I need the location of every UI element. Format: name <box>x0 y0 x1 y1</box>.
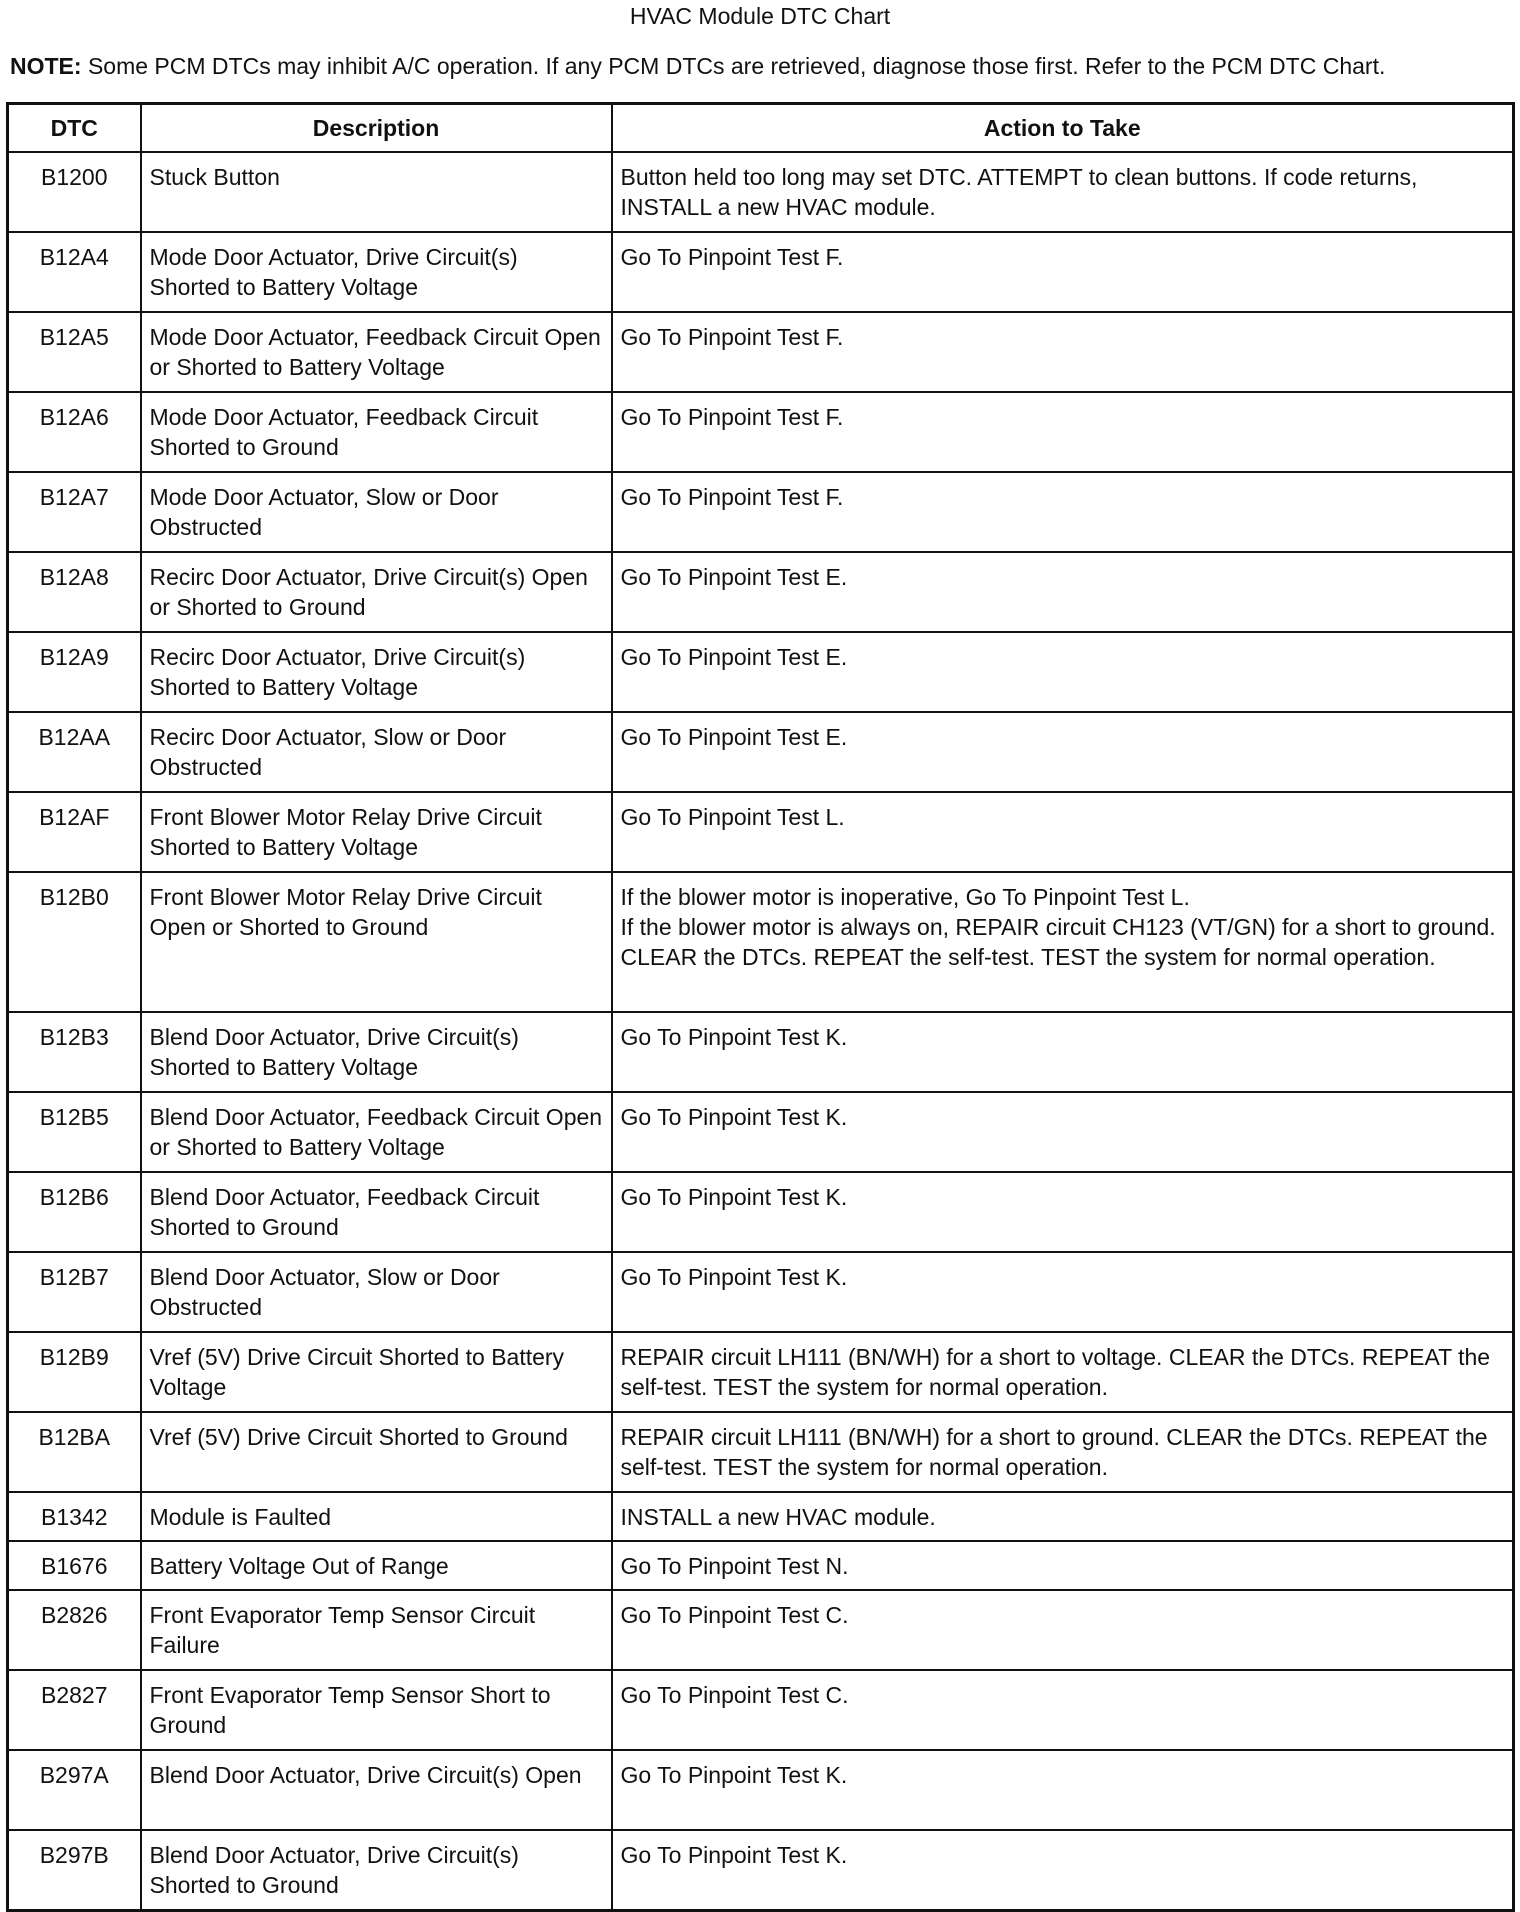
action-cell <box>612 472 1514 552</box>
action-cell <box>612 1092 1514 1172</box>
action-text: REPAIR circuit LH111 (BN/WH) for a short to voltage. CLEAR the DTCs. REPEAT the self-test. TEST the system for normal operation. <box>620 1344 1491 1400</box>
action-cell <box>612 1172 1514 1252</box>
description-cell: Blend Door Actuator, Drive Circuit(s) Shorted to Ground <box>141 1830 612 1911</box>
action-cell <box>612 312 1514 392</box>
description-cell: Recirc Door Actuator, Slow or Door Obstructed <box>141 712 612 792</box>
dtc-code-cell: B12B7 <box>8 1252 141 1332</box>
description-cell: Stuck Button <box>141 152 612 232</box>
table-row <box>8 472 1514 552</box>
table-header <box>8 104 1514 153</box>
dtc-code-cell: B2826 <box>8 1590 141 1670</box>
description-cell: Front Blower Motor Relay Drive Circuit Shorted to Battery Voltage <box>141 792 612 872</box>
description-cell: Front Evaporator Temp Sensor Circuit Failure <box>141 1590 612 1670</box>
note <box>10 52 1520 80</box>
description-cell: Mode Door Actuator, Feedback Circuit Shorted to Ground <box>141 392 612 472</box>
dtc-code-cell: B297B <box>8 1830 141 1911</box>
table-row <box>8 1590 1514 1670</box>
action-cell <box>612 792 1514 872</box>
header-row <box>8 104 1514 153</box>
dtc-code-cell: B12A7 <box>8 472 141 552</box>
action-cell <box>612 1541 1514 1590</box>
note-label: NOTE: <box>10 53 82 79</box>
table-row <box>8 1830 1514 1911</box>
table-row <box>8 1252 1514 1332</box>
action-text: Go To Pinpoint Test K. <box>620 1104 848 1130</box>
dtc-code-cell: B1342 <box>8 1492 141 1541</box>
table-row <box>8 1012 1514 1092</box>
dtc-table <box>6 102 1515 1912</box>
action-cell <box>612 1590 1514 1670</box>
dtc-code-cell: B297A <box>8 1750 141 1830</box>
description-cell: Battery Voltage Out of Range <box>141 1541 612 1590</box>
dtc-code-cell: B12A9 <box>8 632 141 712</box>
table-row <box>8 632 1514 712</box>
table-row <box>8 232 1514 312</box>
action-text: Go To Pinpoint Test E. <box>620 564 848 590</box>
note-text: Some PCM DTCs may inhibit A/C operation. If any PCM DTCs are retrieved, diagnose those first. Refer to the PCM DTC Chart. <box>87 53 1386 79</box>
table-row <box>8 1670 1514 1750</box>
action-text: Go To Pinpoint Test F. <box>620 484 844 510</box>
description-cell: Front Blower Motor Relay Drive Circuit Open or Shorted to Ground <box>141 872 612 1012</box>
table-row <box>8 312 1514 392</box>
page-title: HVAC Module DTC Chart <box>629 3 891 29</box>
table-row <box>8 1541 1514 1590</box>
dtc-code-cell: B12B9 <box>8 1332 141 1412</box>
description-cell: Blend Door Actuator, Slow or Door Obstructed <box>141 1252 612 1332</box>
action-text: If the blower motor is inoperative, Go To Pinpoint Test L. <box>620 884 1190 910</box>
action-text: Go To Pinpoint Test K. <box>620 1762 848 1788</box>
action-text: INSTALL a new HVAC module. <box>620 1504 936 1530</box>
action-text: Go To Pinpoint Test K. <box>620 1024 848 1050</box>
table-body <box>8 152 1514 1911</box>
action-cell <box>612 552 1514 632</box>
header-description: Description <box>141 104 612 153</box>
table-row <box>8 792 1514 872</box>
action-text: Go To Pinpoint Test E. <box>620 724 848 750</box>
description-cell: Vref (5V) Drive Circuit Shorted to Battery Voltage <box>141 1332 612 1412</box>
dtc-code-cell: B12BA <box>8 1412 141 1492</box>
dtc-code-cell: B12AF <box>8 792 141 872</box>
action-text: Go To Pinpoint Test K. <box>620 1842 848 1868</box>
dtc-code-cell: B12B0 <box>8 872 141 1012</box>
action-text: Go To Pinpoint Test F. <box>620 324 844 350</box>
dtc-code-cell: B1200 <box>8 152 141 232</box>
action-text: Go To Pinpoint Test F. <box>620 404 844 430</box>
description-cell: Mode Door Actuator, Slow or Door Obstructed <box>141 472 612 552</box>
action-text: Go To Pinpoint Test K. <box>620 1184 848 1210</box>
dtc-code-cell: B12B5 <box>8 1092 141 1172</box>
table-row <box>8 1750 1514 1830</box>
dtc-code-cell: B12A4 <box>8 232 141 312</box>
description-cell: Blend Door Actuator, Feedback Circuit Open or Shorted to Battery Voltage <box>141 1092 612 1172</box>
action-cell <box>612 1750 1514 1830</box>
description-cell: Blend Door Actuator, Feedback Circuit Shorted to Ground <box>141 1172 612 1252</box>
action-cell <box>612 1252 1514 1332</box>
table-row <box>8 712 1514 792</box>
dtc-code-cell: B2827 <box>8 1670 141 1750</box>
action-text: Button held too long may set DTC. ATTEMPT to clean buttons. If code returns, INSTALL a new HVAC module. <box>620 164 1418 220</box>
description-cell: Vref (5V) Drive Circuit Shorted to Ground <box>141 1412 612 1492</box>
header-action: Action to Take <box>612 104 1514 153</box>
description-cell: Blend Door Actuator, Drive Circuit(s) Shorted to Battery Voltage <box>141 1012 612 1092</box>
description-cell: Mode Door Actuator, Feedback Circuit Open or Shorted to Battery Voltage <box>141 312 612 392</box>
table-row <box>8 1332 1514 1412</box>
action-text: Go To Pinpoint Test E. <box>620 644 848 670</box>
table-row <box>8 152 1514 232</box>
action-text: Go To Pinpoint Test F. <box>620 244 844 270</box>
description-cell: Recirc Door Actuator, Drive Circuit(s) Shorted to Battery Voltage <box>141 632 612 712</box>
action-cell <box>612 632 1514 712</box>
action-text: REPAIR circuit LH111 (BN/WH) for a short to ground. CLEAR the DTCs. REPEAT the self-test. TEST the system for normal operation. <box>620 1424 1488 1480</box>
action-text: If the blower motor is always on, REPAIR circuit CH123 (VT/GN) for a short to ground. CLEAR the DTCs. REPEAT the self-test. TEST the system for normal operation. <box>620 914 1496 970</box>
action-text: Go To Pinpoint Test L. <box>620 804 845 830</box>
table-row <box>8 392 1514 472</box>
description-cell: Mode Door Actuator, Drive Circuit(s) Shorted to Battery Voltage <box>141 232 612 312</box>
description-cell: Recirc Door Actuator, Drive Circuit(s) Open or Shorted to Ground <box>141 552 612 632</box>
action-cell <box>612 1412 1514 1492</box>
table-row <box>8 1172 1514 1252</box>
dtc-code-cell: B12B3 <box>8 1012 141 1092</box>
dtc-code-cell: B12A5 <box>8 312 141 392</box>
action-text: Go To Pinpoint Test N. <box>620 1553 849 1579</box>
description-cell: Front Evaporator Temp Sensor Short to Ground <box>141 1670 612 1750</box>
dtc-code-cell: B1676 <box>8 1541 141 1590</box>
table-row <box>8 552 1514 632</box>
action-cell <box>612 232 1514 312</box>
action-cell <box>612 1830 1514 1911</box>
action-cell <box>612 1332 1514 1412</box>
table-row <box>8 872 1514 1012</box>
table-row <box>8 1492 1514 1541</box>
dtc-code-cell: B12AA <box>8 712 141 792</box>
description-cell: Blend Door Actuator, Drive Circuit(s) Open <box>141 1750 612 1830</box>
description-cell: Module is Faulted <box>141 1492 612 1541</box>
action-text: Go To Pinpoint Test C. <box>620 1602 849 1628</box>
action-cell <box>612 392 1514 472</box>
action-cell <box>612 1670 1514 1750</box>
action-cell <box>612 712 1514 792</box>
action-cell <box>612 152 1514 232</box>
dtc-code-cell: B12B6 <box>8 1172 141 1252</box>
action-text: Go To Pinpoint Test K. <box>620 1264 848 1290</box>
dtc-code-cell: B12A8 <box>8 552 141 632</box>
action-cell <box>612 1492 1514 1541</box>
action-cell <box>612 872 1514 1012</box>
table-row <box>8 1092 1514 1172</box>
action-text: Go To Pinpoint Test C. <box>620 1682 849 1708</box>
table-row <box>8 1412 1514 1492</box>
header-dtc: DTC <box>8 104 141 153</box>
action-cell <box>612 1012 1514 1092</box>
dtc-code-cell: B12A6 <box>8 392 141 472</box>
